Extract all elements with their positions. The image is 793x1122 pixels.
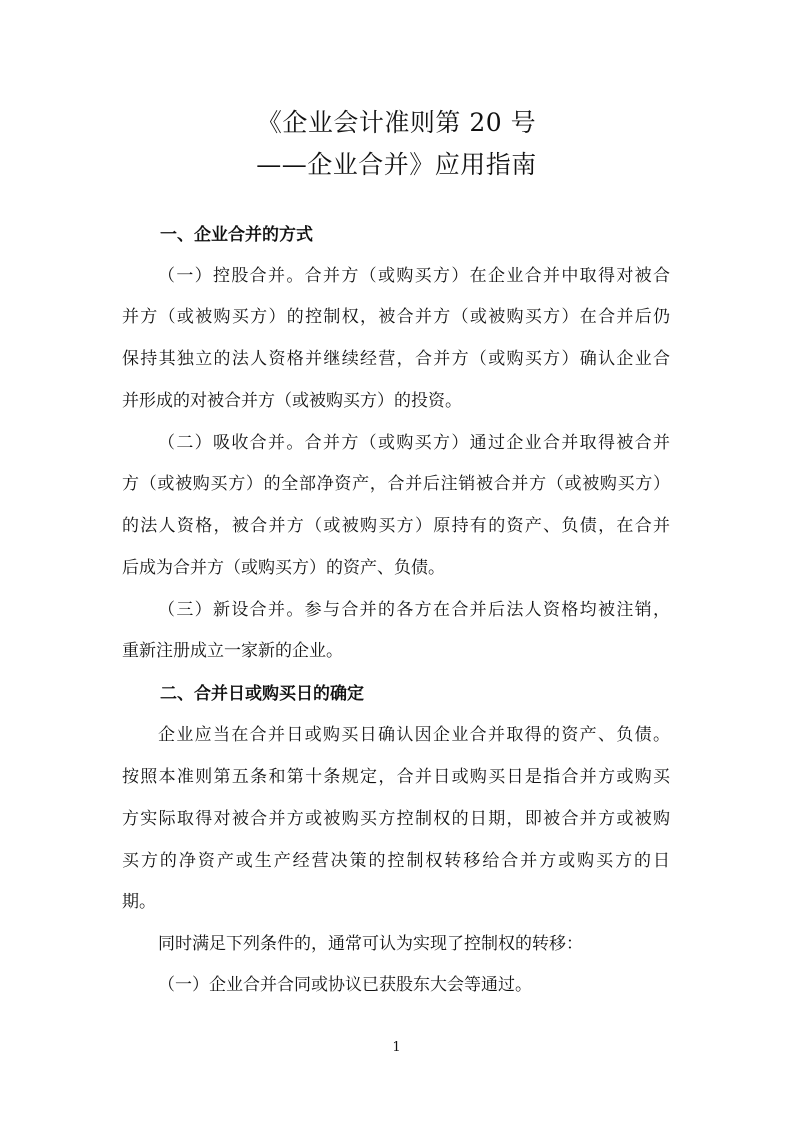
section1-para1-line4: 并形成的对被合并方（或被购买方）的投资。 xyxy=(122,391,462,411)
section1-para2-line2: 方（或被购买方）的全部净资产，合并后注销被合并方（或被购买方） xyxy=(122,474,670,494)
section1-para1-line1: （一）控股合并。合并方（或购买方）在企业合并中取得对被合 xyxy=(158,266,670,286)
section2-para1-line3: 方实际取得对被合并方或被购买方控制权的日期，即被合并方或被购 xyxy=(122,809,670,829)
section2-heading: 二、合并日或购买日的确定 xyxy=(160,684,364,704)
section1-para3-line2: 重新注册成立一家新的企业。 xyxy=(122,641,343,661)
section2-para1-line1: 企业应当在合并日或购买日确认因企业合并取得的资产、负债。 xyxy=(158,725,670,745)
section1-para2-line1: （二）吸收合并。合并方（或购买方）通过企业合并取得被合并 xyxy=(158,433,670,453)
section1-para1-line2: 并方（或被购买方）的控制权，被合并方（或被购买方）在合并后仍 xyxy=(122,307,670,327)
section2-para3-line1: （一）企业合并合同或协议已获股东大会等通过。 xyxy=(158,975,532,995)
section1-para1-line3: 保持其独立的法人资格并继续经营，合并方（或购买方）确认企业合 xyxy=(122,349,670,369)
section1-para2-line4: 后成为合并方（或购买方）的资产、负债。 xyxy=(122,558,445,578)
section1-para3-line1: （三）新设合并。参与合并的各方在合并后法人资格均被注销， xyxy=(158,600,670,620)
document-title-line2: ——企业合并》应用指南 xyxy=(256,150,537,179)
section2-para1-line2: 按照本准则第五条和第十条规定，合并日或购买日是指合并方或购买 xyxy=(122,767,670,787)
section1-heading: 一、企业合并的方式 xyxy=(160,225,313,245)
section1-para2-line3: 的法人资格，被合并方（或被购买方）原持有的资产、负债，在合并 xyxy=(122,516,670,536)
section2-para1-line5: 期。 xyxy=(122,892,156,912)
page-number: 1 xyxy=(392,1040,401,1055)
document-title-line1: 《企业会计准则第 20 号 xyxy=(256,108,537,137)
section2-para1-line4: 买方的净资产或生产经营决策的控制权转移给合并方或购买方的日 xyxy=(122,851,670,871)
section2-para2-line1: 同时满足下列条件的，通常可认为实现了控制权的转移： xyxy=(158,934,583,954)
